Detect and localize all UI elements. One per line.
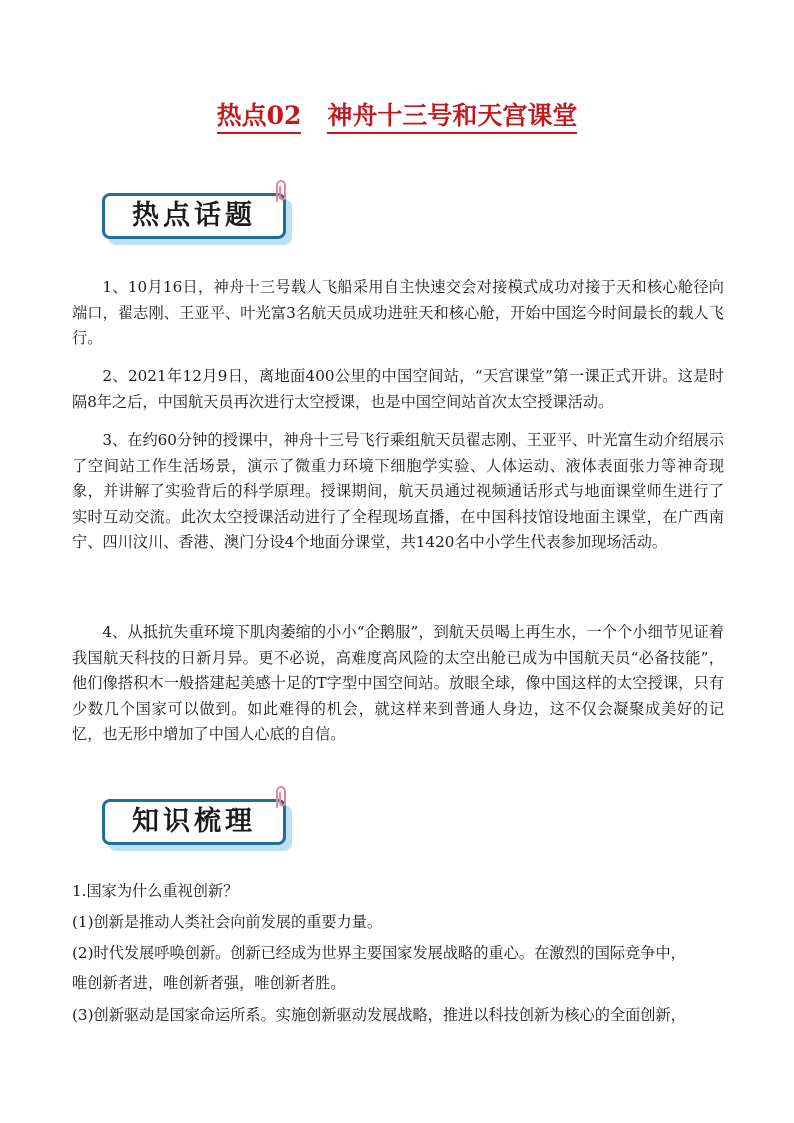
title-number: 热点02 [217, 101, 302, 134]
section-badge-hot-topics [102, 193, 294, 245]
title-gap [301, 122, 327, 124]
section-badge-knowledge [102, 799, 294, 851]
knowledge-question: 1.国家为什么重视创新？ [72, 882, 239, 900]
page-title [0, 96, 794, 132]
badge-label: 知识梳理 [132, 806, 256, 837]
knowledge-point-2-line-1: (2)时代发展呼唤创新。创新已经成为世界主要国家发展战略的重心。在激烈的国际竞争中， [72, 944, 686, 962]
paper-clip-icon [272, 179, 290, 203]
paragraph-2: 2、2021年12月9日，离地面400公里的中国空间站，“天宫课堂”第一课正式开讲。这是时隔8年之后，中国航天员再次进行太空授课，也是中国空间站首次太空授课活动。 [72, 367, 724, 411]
title-text: 神舟十三号和天宫课堂 [327, 101, 577, 134]
knowledge-point-3: (3)创新驱动是国家命运所系。实施创新驱动发展战略，推进以科技创新为核心的全面创新， [72, 1006, 686, 1024]
paper-clip-icon [272, 785, 290, 809]
knowledge-point-2-line-2: 唯创新者进，唯创新者强，唯创新者胜。 [72, 974, 346, 992]
paragraph-1: 1、10月16日，神舟十三号载人飞船采用自主快速交会对接模式成功对接于天和核心舱径向端口，翟志刚、王亚平、叶光富3名航天员成功进驻天和核心舱，开始中国迄今时间最长的载人飞行。 [72, 278, 724, 347]
badge-label: 热点话题 [132, 200, 256, 231]
knowledge-point-1: (1)创新是推动人类社会向前发展的重要力量。 [72, 913, 383, 931]
paragraph-3: 3、在约60分钟的授课中，神舟十三号飞行乘组航天员翟志刚、王亚平、叶光富生动介绍展示了空间站工作生活场景，演示了微重力环境下细胞学实验、人体运动、液体表面张力等神奇现象，并讲解了实验背后的科学原理。授课期间，航天员通过视频通话形式与地面课堂师生进行了实时互动交流。此次太空授课活动进行了全程现场直播，在中国科技馆设地面主课堂，在广西南宁、四川汶川、香港、澳门分设4个地面分课堂，共1420名中小学生代表参加现场活动。 [72, 431, 724, 551]
paragraph-4: 4、从抵抗失重环境下肌肉萎缩的小小“企鹅服”，到航天员喝上再生水，一个个小细节见证着我国航天科技的日新月异。更不必说，高难度高风险的太空出舱已成为中国航天员“必备技能”，他们像搭积木一般搭建起美感十足的T字型中国空间站。放眼全球，像中国这样的太空授课，只有少数几个国家可以做到。如此难得的机会，就这样来到普通人身边，这不仅会凝聚成美好的记忆，也无形中增加了中国人心底的自信。 [72, 623, 724, 743]
